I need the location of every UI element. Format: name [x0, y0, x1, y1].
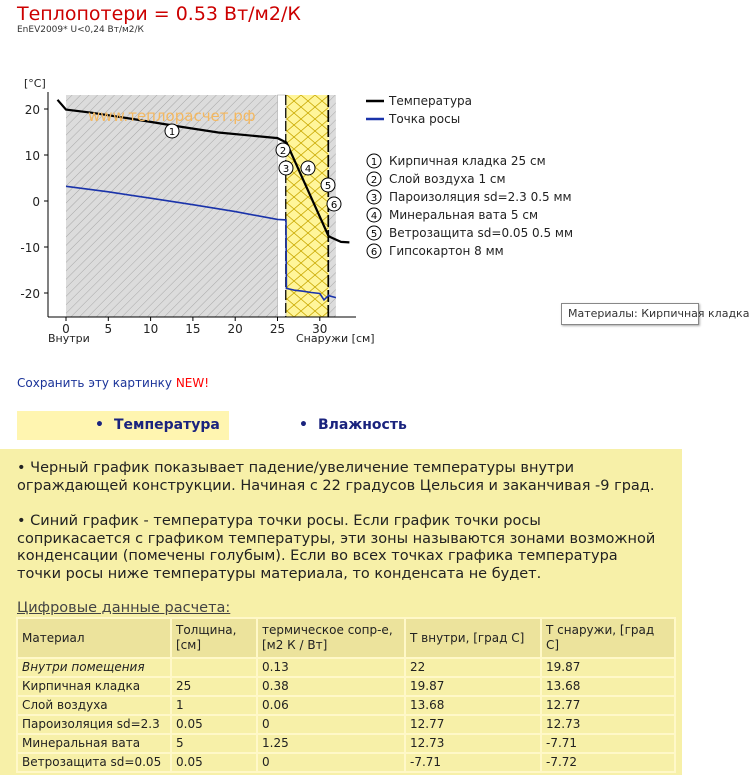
table-cell: 0.13: [257, 658, 405, 677]
tab-humidity-label: Влажность: [317, 417, 407, 433]
chart-layer-marker-number: 2: [279, 146, 287, 157]
tab-temperature-label: Температура: [113, 417, 220, 433]
table-cell: 0.05: [171, 753, 257, 772]
table-cell: Кирпичная кладка: [17, 677, 171, 696]
x-tick-label: 30: [312, 322, 328, 336]
x-tick-label: 15: [185, 322, 201, 336]
col-thickness: Толщина, [см]: [171, 618, 257, 658]
y-tick-label: 10: [24, 149, 40, 163]
new-badge: NEW!: [175, 376, 210, 390]
legend: [366, 94, 472, 126]
layer-air: [278, 95, 286, 317]
table-cell: 12.77: [541, 696, 675, 715]
layer-mineral-wool: [286, 95, 328, 317]
x-tick-label: 0: [62, 322, 70, 336]
table-cell: 13.68: [541, 677, 675, 696]
description-temperature: • Черный график показывает падение/увеличение температуры внутри ограждающей конструкции. Начиная с 22 градусов Цельсия и заканчивая -9 град.: [17, 460, 655, 494]
x-inside-label: Внутри: [48, 332, 90, 345]
layer-list-label: Кирпичная кладка 25 см: [389, 154, 546, 168]
x-tick-label: 25: [269, 322, 286, 336]
col-t-outside: Т снаружи, [град С]: [541, 618, 675, 658]
chart-layer-marker-number: 4: [304, 164, 312, 175]
layer-list-number: 6: [370, 247, 378, 258]
table-cell: 12.73: [405, 734, 541, 753]
x-outside-label: Снаружи [см]: [296, 332, 375, 345]
table-row: [17, 753, 675, 772]
table-cell: 1: [171, 696, 257, 715]
layer-list-number: 2: [370, 175, 378, 186]
legend-dewpoint: Точка росы: [389, 112, 461, 126]
save-image-link[interactable]: [17, 376, 209, 390]
layer-list-number: 5: [370, 229, 378, 240]
col-resistance: термическое сопр-е, [м2 К / Вт]: [257, 618, 405, 658]
table-cell: [171, 658, 257, 677]
calc-table-title: Цифровые данные расчета:: [17, 600, 231, 616]
chart-layer-marker-number: 6: [330, 200, 338, 211]
table-cell: 0: [257, 753, 405, 772]
page-title: Теплопотери = 0.53 Вт/м2/К: [17, 3, 301, 25]
y-tick-label: -20: [20, 287, 40, 301]
table-cell: 25: [171, 677, 257, 696]
table-cell: 12.77: [405, 715, 541, 734]
x-tick-label: 5: [104, 322, 113, 336]
y-tick-label: -10: [20, 241, 40, 255]
table-cell: 0: [257, 715, 405, 734]
table-cell: 19.87: [405, 677, 541, 696]
table-row: [17, 715, 675, 734]
col-t-inside: Т внутри, [град С]: [405, 618, 541, 658]
table-cell: Внутри помещения: [17, 658, 171, 677]
table-row: [17, 658, 675, 677]
page-subtitle: EnEV2009* U<0,24 Вт/м2/К: [17, 25, 144, 35]
table-row: [17, 734, 675, 753]
table-header-row: [17, 618, 675, 658]
chart-layer-marker-number: 5: [324, 181, 332, 192]
save-image-label: Сохранить эту картинку: [17, 376, 176, 390]
table-cell: 12.73: [541, 715, 675, 734]
chart-layer-marker-number: 1: [168, 127, 176, 138]
layer-list-label: Ветрозащита sd=0.05 0.5 мм: [389, 226, 574, 240]
table-row: [17, 696, 675, 715]
table-cell: 0.05: [171, 715, 257, 734]
layer-list-number: 3: [370, 193, 378, 204]
legend-temperature: Температура: [389, 94, 473, 108]
chart-layer-marker-number: 3: [282, 164, 290, 175]
table-cell: -7.72: [541, 753, 675, 772]
table-cell: Слой воздуха: [17, 696, 171, 715]
y-tick-label: 20: [24, 103, 40, 117]
calc-table: [16, 617, 676, 773]
table-cell: 0.06: [257, 696, 405, 715]
layer-list-label: Гипсокартон 8 мм: [389, 244, 504, 258]
table-cell: -7.71: [541, 734, 675, 753]
table-cell: 5: [171, 734, 257, 753]
description-dewpoint: • Синий график - температура точки росы. Если график точки росы соприкасается с графиком температуры, эти зоны называются зонами возможной конденсации (помечены голубым). Если во всех точках графика температура точки росы ниже температуры материала, то конденсата не будет.: [17, 513, 656, 582]
layer-list-label: Пароизоляция sd=2.3 0.5 мм: [389, 190, 572, 204]
materials-tooltip: Материалы: Кирпичная кладка: [561, 303, 699, 325]
table-cell: Минеральная вата: [17, 734, 171, 753]
layer-list-label: Слой воздуха 1 см: [389, 172, 506, 186]
y-tick-label: 0: [32, 195, 40, 209]
tab-temperature[interactable]: • Температура: [17, 411, 229, 440]
description-panel: [0, 449, 682, 775]
table-cell: 19.87: [541, 658, 675, 677]
x-tick-label: 10: [142, 322, 159, 336]
table-row: [17, 677, 675, 696]
table-cell: 0.38: [257, 677, 405, 696]
chart-watermark: www.теплорасчет.рф: [88, 107, 256, 125]
table-cell: 13.68: [405, 696, 541, 715]
x-tick-label: 20: [227, 322, 243, 336]
layer-list-number: 1: [370, 157, 378, 168]
col-material: Материал: [17, 618, 171, 658]
y-unit-label: [°C]: [24, 77, 46, 90]
layer-list-label: Минеральная вата 5 см: [389, 208, 539, 222]
layer-list-number: 4: [370, 211, 378, 222]
table-cell: Ветрозащита sd=0.05: [17, 753, 171, 772]
table-cell: Пароизоляция sd=2.3: [17, 715, 171, 734]
tab-humidity[interactable]: • Влажность: [299, 417, 407, 433]
table-cell: 22: [405, 658, 541, 677]
table-cell: 1.25: [257, 734, 405, 753]
table-cell: -7.71: [405, 753, 541, 772]
